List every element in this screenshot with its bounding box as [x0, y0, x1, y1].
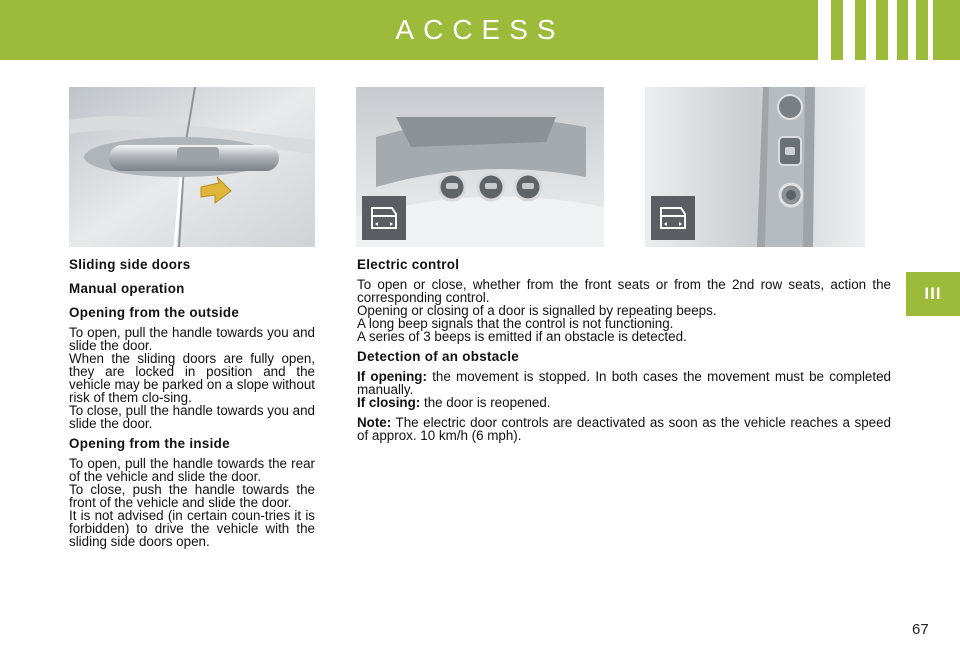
- inside-heading: Opening from the inside: [69, 436, 230, 451]
- opening-line: [357, 370, 891, 396]
- electric-line: A series of 3 beeps is emitted if an obstacle is detected.: [357, 329, 687, 344]
- electric-line: To open or close, whether from the front seats or from the 2nd row seats, action the corresponding control.: [357, 277, 891, 305]
- chapter-tab[interactable]: III: [906, 272, 960, 316]
- obstacle-paragraph: [357, 370, 891, 409]
- closing-text: the door is reopened.: [423, 395, 551, 410]
- inside-line: To open, pull the handle towards the rear of the vehicle and slide the door.: [69, 456, 315, 484]
- page-number: 67: [912, 621, 929, 638]
- header-stripe: [908, 0, 916, 60]
- section-title: ACCESS: [395, 14, 565, 45]
- note-text: The electric door controls are deactivated as soon as the vehicle reaches a speed of approx. 10 km/h (6 mph).: [357, 415, 892, 443]
- electric-line: A long beep signals that the control is not functioning.: [357, 316, 674, 331]
- page-header: [0, 0, 960, 60]
- door-handle-photo: [69, 87, 315, 247]
- opening-label: If opening:: [357, 369, 427, 384]
- section-heading: Sliding side doors: [69, 257, 191, 272]
- obstacle-heading: Detection of an obstacle: [357, 349, 519, 364]
- header-stripe: [928, 0, 933, 60]
- note-paragraph: [357, 416, 891, 442]
- inside-line: It is not advised (in certain coun-tries it is forbidden) to drive the vehicle with the sliding side doors open.: [69, 508, 315, 549]
- outside-line: To open, pull the handle towards you and slide the door.: [69, 325, 315, 353]
- right-column: [357, 258, 891, 449]
- inside-line: To close, push the handle towards the front of the vehicle and slide the door.: [69, 482, 315, 510]
- sliding-door-icon: [362, 196, 406, 240]
- electric-paragraph: [357, 278, 891, 343]
- outside-line: To close, pull the handle towards you and slide the door.: [69, 403, 315, 431]
- closing-label: If closing:: [357, 395, 421, 410]
- header-stripe: [866, 0, 876, 60]
- sliding-door-icon: [651, 196, 695, 240]
- opening-text: the movement is stopped. In both cases the movement must be completed manually.: [357, 369, 891, 397]
- closing-line: [357, 396, 891, 409]
- outside-heading: Opening from the outside: [69, 305, 240, 320]
- header-stripe: [843, 0, 855, 60]
- outside-line: When the sliding doors are fully open, they are locked in position and the vehicle may be parked on a slope without risk of them clo-sing.: [69, 351, 315, 405]
- header-stripe: [818, 0, 831, 60]
- electric-heading: Electric control: [357, 257, 460, 272]
- electric-line: Opening or closing of a door is signalled by repeating beeps.: [357, 303, 717, 318]
- header-stripe: [888, 0, 897, 60]
- inside-paragraph: [69, 457, 315, 548]
- subsection-heading: Manual operation: [69, 281, 185, 296]
- outside-paragraph: [69, 326, 315, 430]
- left-column: [69, 258, 315, 555]
- note-label: Note:: [357, 415, 392, 430]
